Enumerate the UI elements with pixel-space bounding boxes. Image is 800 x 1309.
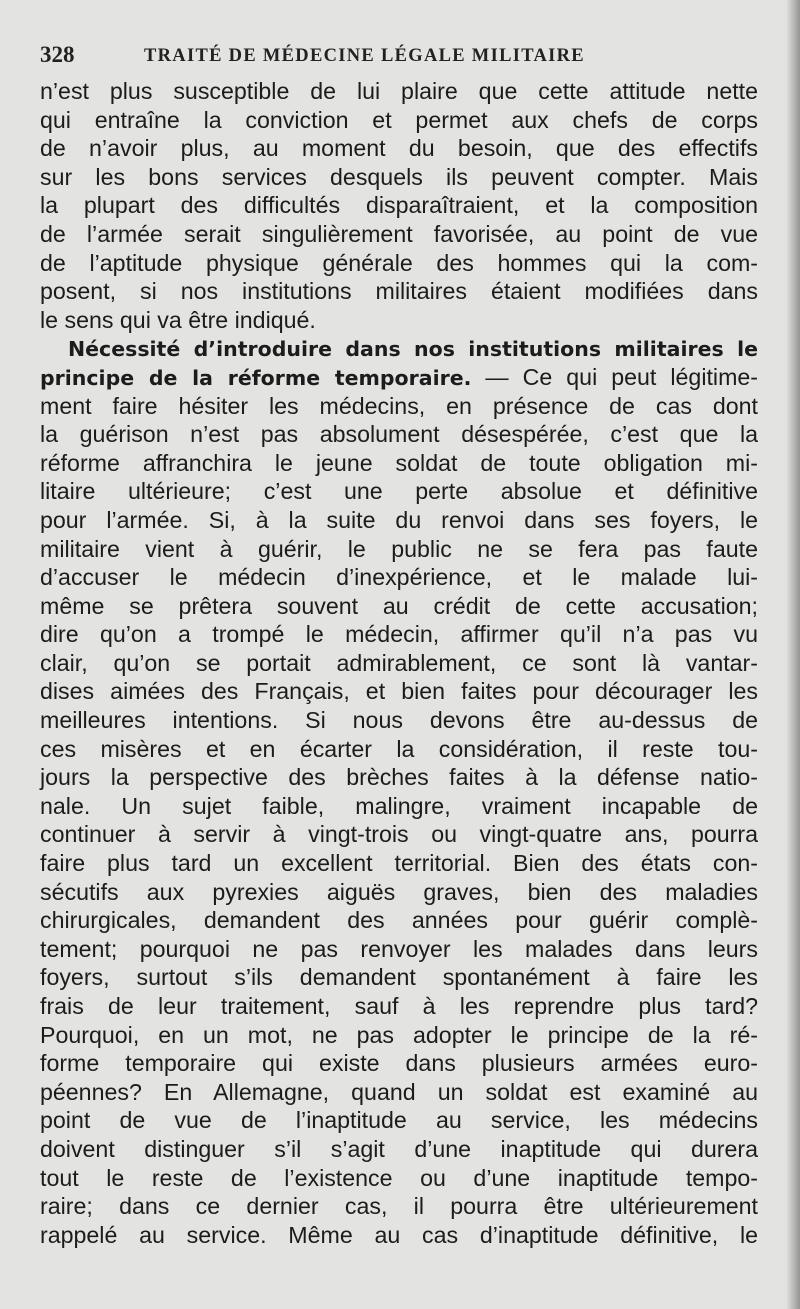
text-line: tout le reste de l’existence ou d’une inaptitude tempo- [40, 1164, 758, 1191]
text-line: Pourquoi, en un mot, ne pas adopter le principe de la ré- [40, 1021, 758, 1048]
text-line: point de vue de l’inaptitude au service, les médecins [40, 1107, 758, 1134]
text-line: militaire vient à guérir, le public ne se fera pas faute [40, 535, 758, 562]
text-line: même se prêtera souvent au crédit de cette accusation; [40, 592, 758, 619]
text-line: sécutifs aux pyrexies aiguës graves, bien des maladies [40, 878, 758, 905]
text-line: réforme affranchira le jeune soldat de toute obligation mi- [40, 449, 758, 476]
text-line: le sens qui va être indiqué. [40, 306, 316, 333]
paragraph-2-body [40, 392, 758, 1250]
paragraph-text: — Ce qui peut légitime- [471, 363, 759, 390]
text-line: péennes? En Allemagne, quand un soldat est examiné au [40, 1078, 758, 1105]
text-line: doivent distinguer s’il s’agit d’une inaptitude qui durera [40, 1135, 758, 1162]
text-line: continuer à servir à vingt-trois ou vingt-quatre ans, pourra [40, 821, 758, 848]
text-line: posent, si nos institutions militaires étaient modifiées dans [40, 278, 758, 305]
page-number: 328 [40, 42, 75, 67]
text-line: rappelé au service. Même au cas d’inaptitude définitive, le [40, 1221, 758, 1248]
text-line: dises aimées des Français, et bien faites pour décourager les [40, 678, 758, 705]
text-line: dire qu’on a trompé le médecin, affirmer qu’il n’a pas vu [40, 621, 758, 648]
text-line: tement; pourquoi ne pas renvoyer les malades dans leurs [40, 935, 758, 962]
text-line: d’accuser le médecin d’inexpérience, et le malade lui- [40, 564, 758, 591]
text-line: faire plus tard un excellent territorial. Bien des états con- [40, 850, 758, 877]
text-line: de l’armée serait singulièrement favorisée, au point de vue [40, 220, 758, 247]
text-line: qui entraîne la conviction et permet aux chefs de corps [40, 106, 758, 133]
running-title: TRAITÉ DE MÉDECINE LÉGALE MILITAIRE [144, 46, 585, 66]
text-line: n’est plus susceptible de lui plaire que cette attitude nette [40, 78, 758, 104]
section-heading-text: principe de la réforme temporaire. [40, 365, 472, 390]
section-heading-line-2 [40, 363, 758, 392]
text-line: de n’avoir plus, au moment du besoin, que des effectifs [40, 135, 758, 162]
text-line: de l’aptitude physique générale des hommes qui la com- [40, 249, 758, 276]
text-line: frais de leur traitement, sauf à les reprendre plus tard? [40, 993, 758, 1019]
section-heading-line-1 [40, 334, 758, 363]
paragraph-2 [40, 334, 758, 1249]
text-line: ces misères et en écarter la considération, il reste tou- [40, 735, 758, 762]
running-head [40, 38, 760, 72]
section-heading-text: Nécessité d’introduire dans nos institutions militaires le [68, 337, 758, 362]
text-line: sur les bons services desquels ils peuvent compter. Mais [40, 163, 758, 190]
body-text [40, 77, 758, 1249]
text-line: ment faire hésiter les médecins, en présence de cas dont [40, 392, 758, 419]
text-line: meilleures intentions. Si nous devons être au-dessus de [40, 707, 758, 734]
text-line: la guérison n’est pas absolument désespérée, c’est que la [40, 421, 758, 448]
text-line: chirurgicales, demandent des années pour guérir complè- [40, 907, 758, 934]
text-line: litaire ultérieure; c’est une perte absolue et définitive [40, 478, 758, 505]
paragraph-1 [40, 77, 758, 334]
text-line: jours la perspective des brèches faites à la défense natio- [40, 764, 758, 791]
text-line: raire; dans ce dernier cas, il pourra être ultérieurement [40, 1193, 758, 1220]
text-line: pour l’armée. Si, à la suite du renvoi dans ses foyers, le [40, 506, 758, 533]
text-line: nale. Un sujet faible, malingre, vraiment incapable de [40, 792, 758, 819]
text-line: forme temporaire qui existe dans plusieurs armées euro- [40, 1050, 758, 1077]
text-line: la plupart des difficultés disparaîtraient, et la composition [40, 192, 758, 219]
text-line: clair, qu’on se portait admirablement, ce sont là vantar- [40, 649, 758, 676]
text-line: foyers, surtout s’ils demandent spontanément à faire les [40, 964, 758, 991]
